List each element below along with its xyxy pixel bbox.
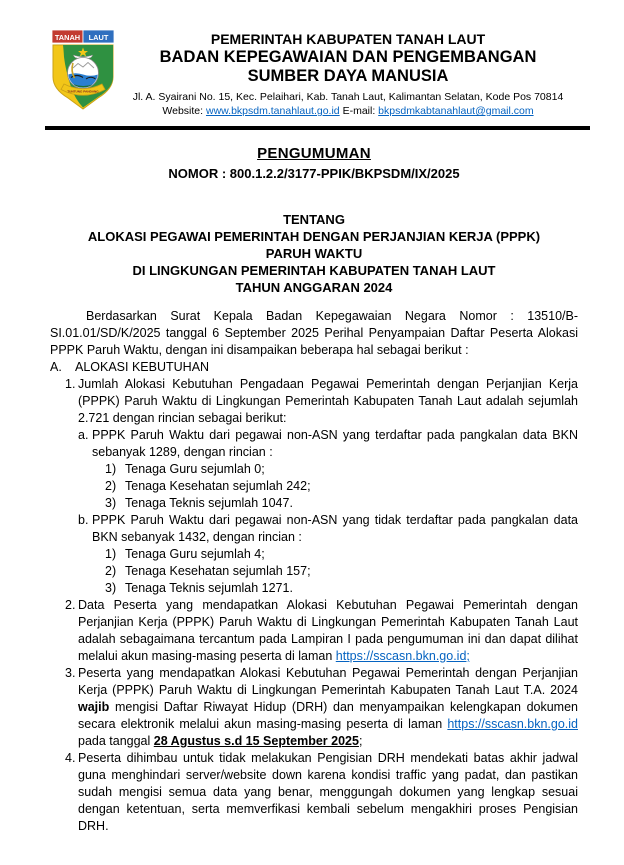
point-a-3-label: 3) [105, 496, 117, 510]
announcement-number: NOMOR : 800.1.2.2/3177-PPIK/BKPSDM/IX/2025 [168, 166, 460, 181]
point-b-1 [78, 546, 578, 563]
sub-item-a-text: PPPK Paruh Waktu dari pegawai non-ASN yang terdaftar pada pangkalan data BKN sebanyak 1289, dengan rincian : [92, 428, 578, 459]
point-b-2-label: 2) [105, 564, 117, 578]
point-a-3-text: Tenaga Teknis sejumlah 1047. [125, 496, 293, 510]
point-b-2 [78, 563, 578, 580]
sub-item-b-label: b. [78, 513, 89, 527]
sscasn-link-item2[interactable]: https://sscasn.bkn.go.id; [335, 649, 470, 663]
tentang-label: TENTANG [283, 212, 345, 227]
subject-line-4: TAHUN ANGGARAN 2024 [235, 280, 393, 295]
list-item-2 [50, 597, 578, 665]
org-name-line2: BADAN KEPEGAWAIAN DAN PENGEMBANGAN [159, 48, 537, 66]
logo-motto: TUNTUNG PANDANG [67, 89, 99, 94]
point-a-1-text: Tenaga Guru sejumlah 0; [125, 462, 265, 476]
point-b-3 [78, 580, 578, 597]
list-item-4 [50, 750, 578, 835]
sub-item-b [78, 512, 578, 546]
item-3-text [78, 665, 578, 750]
point-b-1-label: 1) [105, 547, 117, 561]
point-b-2-text: Tenaga Kesehatan sejumlah 157; [125, 564, 311, 578]
org-name-line3: SUMBER DAYA MANUSIA [247, 67, 449, 85]
item-2-number: 2. [65, 598, 76, 612]
subject-line-1: ALOKASI PEGAWAI PEMERINTAH DENGAN PERJANJIAN KERJA (PPPK) [87, 229, 541, 244]
website-label: Website: [162, 105, 206, 117]
item-3-deadline: 28 Agustus s.d 15 September 2025 [153, 734, 359, 748]
regency-logo [50, 30, 116, 115]
logo-banner-tanah: TANAH [54, 32, 81, 42]
letterhead [50, 28, 578, 118]
section-a-title: ALOKASI KEBUTUHAN [75, 360, 210, 374]
list-item-3 [50, 665, 578, 750]
item-2-text [78, 597, 578, 665]
point-a-2-text: Tenaga Kesehatan sejumlah 242; [125, 479, 311, 493]
sub-item-a-label: a. [78, 428, 89, 442]
point-b-3-text: Tenaga Teknis sejumlah 1271. [125, 581, 293, 595]
item-2-body: Data Peserta yang mendapatkan Alokasi Kebutuhan Pegawai Pemerintah dengan Perjanjian Kerja (PPPK) Paruh Waktu di Lingkungan Pemerintah Kabupaten Tanah Laut adalah sebagaimana tercantum pada Lampiran I pada pengumuman ini dan dapat dilihat melalui akun masing-masing peserta di laman [78, 598, 578, 663]
point-a-3 [78, 495, 578, 512]
logo-banner-laut: LAUT [88, 32, 109, 42]
subject-line-3: DI LINGKUNGAN PEMERINTAH KABUPATEN TANAH LAUT [132, 263, 496, 278]
sub-item-b-text: PPPK Paruh Waktu dari pegawai non-ASN yang tidak terdaftar pada pangkalan data BKN sebanyak 1432, dengan rincian : [92, 513, 578, 544]
letterhead-text [116, 28, 578, 118]
item-3-seg2: mengisi Daftar Riwayat Hidup (DRH) dan menyampaikan kelengkapan dokumen secara elektronik melalui akun masing-masing peserta di laman [78, 700, 578, 731]
announcement-title: PENGUMUMAN [257, 145, 371, 162]
email-label: E-mail: [339, 105, 379, 117]
contact-line [118, 104, 578, 118]
item-4-number: 4. [65, 751, 76, 765]
point-b-3-label: 3) [105, 581, 117, 595]
website-link[interactable]: www.bkpsdm.tanahlaut.go.id [205, 105, 340, 117]
point-a-1 [78, 461, 578, 478]
point-b-1-text: Tenaga Guru sejumlah 4; [125, 547, 265, 561]
sscasn-link-item3[interactable]: https://sscasn.bkn.go.id [447, 717, 578, 731]
item-1-text: Jumlah Alokasi Kebutuhan Pengadaan Pegawai Pemerintah dengan Perjanjian Kerja (PPPK) Paruh Waktu di Lingkungan Pemerintah Kabupaten Tanah Laut adalah sejumlah 2.721 dengan rincian sebagai berikut: [78, 377, 578, 425]
item-3-seg1: Peserta yang mendapatkan Alokasi Kebutuhan Pegawai Pemerintah dengan Perjanjian Kerja (PPPK) Paruh Waktu di Lingkungan Pemerintah Kabupaten Tanah Laut T.A. 2024 [78, 666, 578, 697]
section-a-heading [50, 359, 578, 376]
org-name-line1: PEMERINTAH KABUPATEN TANAH LAUT [210, 31, 486, 47]
intro-paragraph: Berdasarkan Surat Kepala Badan Kepegawaian Negara Nomor : 13510/B-SI.01.01/SD/K/2025 tanggal 6 September 2025 Perihal Penyampaian Daftar Peserta Alokasi PPPK Paruh Waktu, dengan ini disampaikan beberapa hal sebagai berikut : [50, 309, 578, 357]
item-3-seg4: ; [358, 734, 363, 748]
point-a-2-label: 2) [105, 479, 117, 493]
item-1-content [78, 376, 578, 597]
subject-line-2: PARUH WAKTU [265, 246, 363, 261]
item-1-number: 1. [65, 377, 76, 391]
address-line: Jl. A. Syairani No. 15, Kec. Pelaihari, Kab. Tanah Laut, Kalimantan Selatan, Kode Pos 70814 [132, 91, 564, 103]
item-4-text: Peserta dihimbau untuk tidak melakukan Pengisian DRH mendekati batas akhir jadwal guna menghindari server/website down karena kondisi traffic yang padat, dan pastikan sudah mengisi semua data yang benar, menggungah dokumen yang lengkap sesuai dengan ketentuan, serta memverfikasi kembali sebelum mengakhiri proses Pengisian DRH. [78, 751, 578, 833]
point-a-1-label: 1) [105, 462, 117, 476]
item-3-seg3: pada tanggal [78, 734, 154, 748]
point-a-2 [78, 478, 578, 495]
item-3-wajib-bold: wajib [78, 700, 110, 714]
body-block [50, 308, 578, 835]
item-3-number: 3. [65, 666, 76, 680]
tanah-laut-crest-icon [50, 30, 116, 110]
email-link[interactable]: bkpsdmkabtanahlaut@gmail.com [378, 105, 534, 117]
title-block [50, 145, 578, 296]
list-item-1 [50, 376, 578, 597]
sub-item-a [78, 427, 578, 461]
letterhead-divider [45, 126, 590, 130]
section-a-label: A. [50, 360, 62, 374]
